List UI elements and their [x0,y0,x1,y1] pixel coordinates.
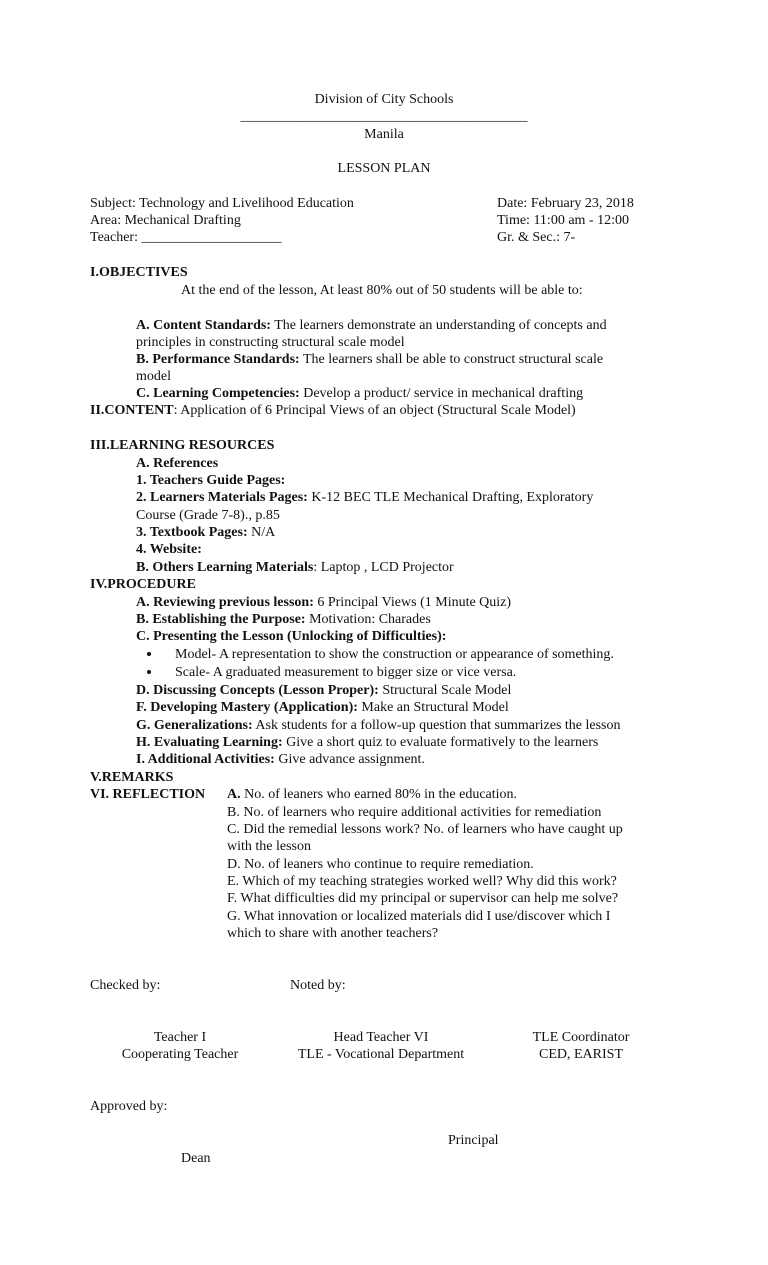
resources-heading: III.LEARNING RESOURCES [90,438,275,453]
date-line: Date: February 23, 2018 [497,196,634,211]
grade-section-line: Gr. & Sec.: 7- [497,230,576,245]
performance-standards-text: The learners shall be able to construct structural scale [302,352,604,367]
textbook-pages-text: N/A [251,525,276,540]
remarks-heading: V.REMARKS [90,770,174,785]
performance-standards-cont: model [136,369,171,384]
objectives-intro: At the end of the lesson, At least 80% out of 50 students will be able to: [181,283,583,298]
generalizations-text: Ask students for a follow-up question that summarizes the lesson [255,718,621,733]
reviewing-lesson-text: 6 Principal Views (1 Minute Quiz) [317,595,512,610]
reflection-f: F. What difficulties did my principal or supervisor can help me solve? [227,891,619,906]
bullet-dot-icon [147,670,151,674]
bullet-model: Model- A representation to show the construction or appearance of something. [175,647,614,662]
teacher-line: Teacher: ____________________ [90,230,282,245]
area-line: Area: Mechanical Drafting [90,213,241,228]
bullet-dot-icon [147,652,151,656]
subject-line: Subject: Technology and Livelihood Education [90,196,354,211]
discussing-concepts [136,682,511,699]
reviewing-lesson [136,594,511,611]
learning-competencies [136,385,583,402]
performance-standards [136,351,603,368]
division-title: Division of City Schools [314,92,454,107]
reflection-heading: VI. REFLECTION [90,787,206,802]
reviewing-lesson-label: A. Reviewing previous lesson: [136,595,314,610]
checked-by-label: Checked by: [90,978,161,993]
content-heading: II.CONTENT [90,403,174,418]
additional-activities-label: I. Additional Activities: [136,752,275,767]
learners-materials [136,489,593,506]
presenting-lesson-label: C. Presenting the Lesson (Unlocking of Difficulties): [136,629,447,644]
reflection-a-text: No. of leaners who earned 80% in the education. [244,787,518,802]
time-line: Time: 11:00 am - 12:00 [497,213,629,228]
content-standards-text: The learners demonstrate an understanding of concepts and [274,318,607,333]
objectives-heading: I.OBJECTIVES [90,265,188,280]
reflection-a-label: A. [227,787,241,802]
content-standards [136,317,607,334]
city-name: Manila [364,127,404,142]
evaluating-learning-text: Give a short quiz to evaluate formatively to the learners [286,735,599,750]
establishing-purpose-text: Motivation: Charades [309,612,431,627]
developing-mastery [136,699,509,716]
learning-competencies-label: C. Learning Competencies: [136,386,300,401]
reflection-e: E. Which of my teaching strategies worked well? Why did this work? [227,874,617,889]
establishing-purpose [136,611,431,628]
additional-activities-text: Give advance assignment. [278,752,425,767]
learning-competencies-text: Develop a product/ service in mechanical drafting [303,386,584,401]
content-standards-label: A. Content Standards: [136,318,271,333]
reflection-c: C. Did the remedial lessons work? No. of learners who have caught up [227,822,623,837]
learners-materials-label: 2. Learners Materials Pages: [136,490,308,505]
generalizations-label: G. Generalizations: [136,718,253,733]
textbook-pages-label: 3. Textbook Pages: [136,525,248,540]
other-materials-text: : Laptop , LCD Projector [313,560,454,575]
procedure-heading: IV.PROCEDURE [90,577,196,592]
teacher-role: Cooperating Teacher [121,1047,239,1062]
learners-materials-cont: Course (Grade 7-8)., p.85 [136,508,280,523]
generalizations [136,717,621,734]
content-standards-cont: principles in constructing structural scale model [136,335,405,350]
content-text: : Application of 6 Principal Views of an object (Structural Scale Model) [173,403,576,418]
principal-title: Principal [448,1133,499,1148]
textbook-pages [136,524,275,541]
discussing-concepts-label: D. Discussing Concepts (Lesson Proper): [136,683,379,698]
developing-mastery-text: Make an Structural Model [361,700,509,715]
reflection-b: B. No. of learners who require additional activities for remediation [227,805,602,820]
teachers-guide-label: 1. Teachers Guide Pages: [136,473,286,488]
evaluating-learning [136,734,598,751]
website-label: 4. Website: [136,542,202,557]
teacher-title: Teacher I [153,1030,207,1045]
reflection-d: D. No. of leaners who continue to require remediation. [227,857,534,872]
document-title: LESSON PLAN [337,161,431,176]
head-teacher-title: Head Teacher VI [333,1030,429,1045]
reflection-g: G. What innovation or localized materials did I use/discover which I [227,909,611,924]
coordinator-role: CED, EARIST [539,1047,623,1062]
reflection-g-cont: which to share with another teachers? [227,926,439,941]
learners-materials-text: K-12 BEC TLE Mechanical Drafting, Exploratory [311,490,594,505]
reflection-a [227,786,517,803]
content-section [90,402,576,419]
division-underline: _________________________________________ [240,109,528,124]
other-materials-label: B. Others Learning Materials [136,560,314,575]
performance-standards-label: B. Performance Standards: [136,352,300,367]
developing-mastery-label: F. Developing Mastery (Application): [136,700,358,715]
reflection-c-cont: with the lesson [227,839,311,854]
dean-title: Dean [181,1151,211,1166]
coordinator-title: TLE Coordinator [532,1030,630,1045]
other-materials [136,559,454,576]
head-teacher-role: TLE - Vocational Department [297,1047,465,1062]
noted-by-label: Noted by: [290,978,346,993]
evaluating-learning-label: H. Evaluating Learning: [136,735,283,750]
approved-by-label: Approved by: [90,1099,168,1114]
establishing-purpose-label: B. Establishing the Purpose: [136,612,306,627]
discussing-concepts-text: Structural Scale Model [382,683,512,698]
additional-activities [136,751,425,768]
bullet-scale: Scale- A graduated measurement to bigger size or vice versa. [175,665,517,680]
references-label: A. References [136,456,219,471]
